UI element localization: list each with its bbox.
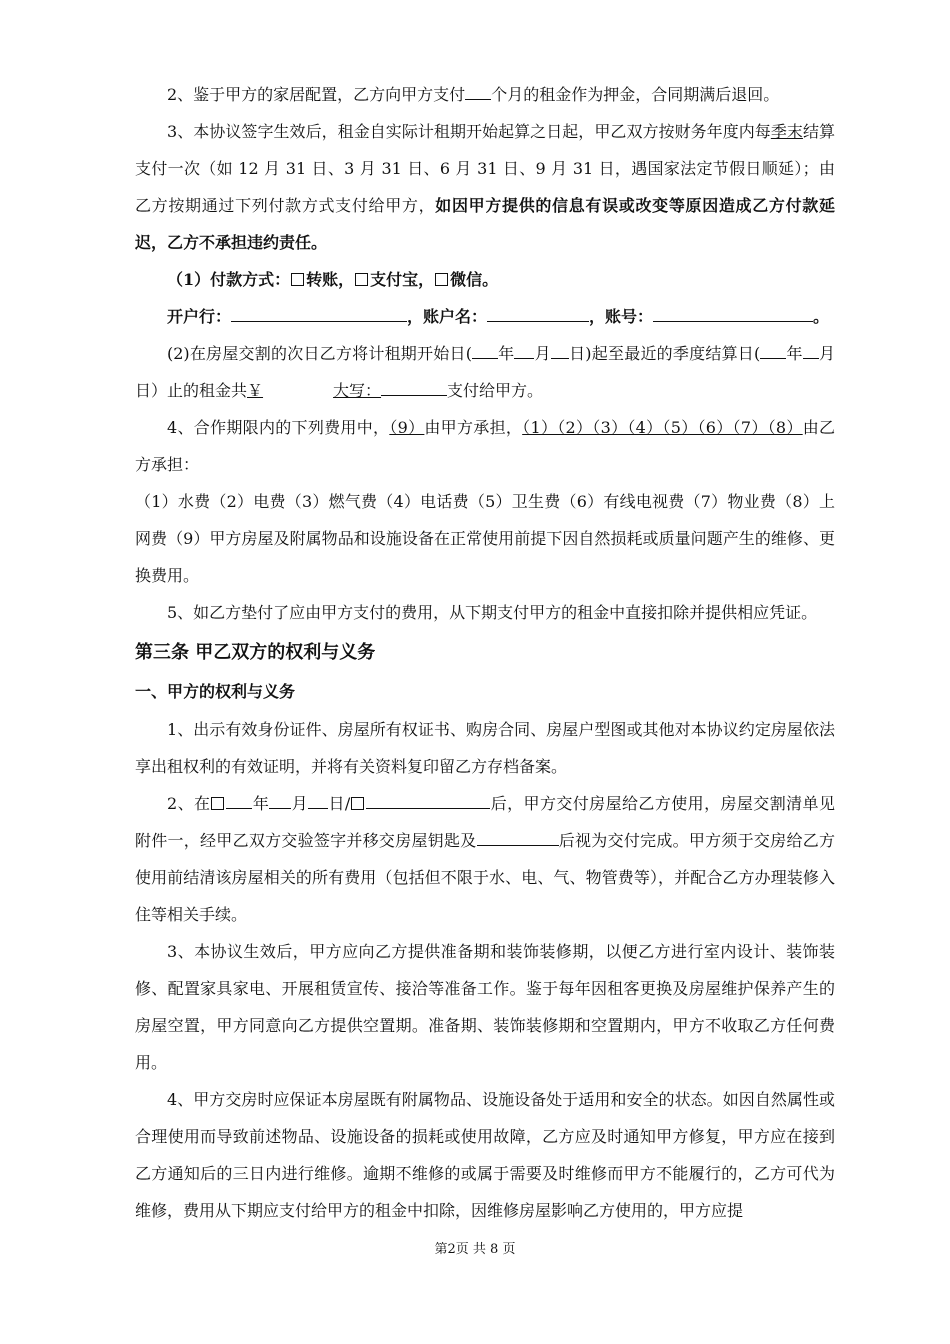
clause-2-deposit: 2、鉴于甲方的家居配置，乙方向甲方支付 个月的租金作为押金，合同期满后退回。 <box>167 85 780 104</box>
fees-party-b: （1）（2）（3）（4）（5）（6）（7）（8） <box>522 418 803 437</box>
rent-capital-blank[interactable] <box>381 381 447 396</box>
start-year-blank[interactable] <box>472 344 498 359</box>
rent-amount-blank[interactable]: ￥ <box>247 381 264 400</box>
checkbox-other-option[interactable] <box>351 797 364 810</box>
document-body <box>135 76 835 1229</box>
duty-1: 1、出示有效身份证件、房屋所有权证书、购房合同、房屋户型图或其他对本协议约定房屋依法享出租权利的有效证明，并将有关资料复印留乙方存档备案。 <box>135 720 835 776</box>
handover-items-blank[interactable] <box>477 831 559 846</box>
fee-list: （1）水费（2）电费（3）燃气费（4）电话费（5）卫生费（6）有线电视费（7）物业费（8）上网费（9）甲方房屋及附属物品和设施设备在正常使用前提下因自然损耗或质量问题产生的维修、更换费用。 <box>135 492 835 585</box>
first-rent-payment: (2)在房屋交割的次日乙方将计租期开始日( 年 月 日)起至最近的季度结算日( 年 月日）止的租金共￥ 大写： 支付给甲方。 <box>135 344 835 400</box>
subsection-title: 一、甲方的权利与义务 <box>135 682 296 701</box>
duty-4: 4、甲方交房时应保证本房屋既有附属物品、设施设备处于适用和安全的状态。如因自然属性或合理使用而导致前述物品、设施设备的损耗或使用故障，乙方应及时通知甲方修复，甲方应在接到乙方通知后的三日内进行维修。逾期不维修的或属于需要及时维修而甲方不能履行的，乙方可代为维修，费用从下期应支付给甲方的租金中扣除，因维修房屋影响乙方使用的，甲方应提 <box>135 1090 835 1220</box>
settle-month-blank[interactable] <box>803 344 819 359</box>
bank-name-blank[interactable] <box>231 307 407 322</box>
start-month-blank[interactable] <box>514 344 534 359</box>
fees-party-a: （9） <box>389 418 425 437</box>
duty-3: 3、本协议生效后，甲方应向乙方提供准备期和装饰装修期，以便乙方进行室内设计、装饰装修、配置家具家电、开展租赁宣传、接洽等准备工作。鉴于每年因租客更换及房屋维护保养产生的房屋空置，甲方同意向乙方提供空置期。准备期、装饰装修期和空置期内，甲方不收取乙方任何费用。 <box>135 942 835 1072</box>
bank-account-line: 开户行： ，账户名： ，账号： 。 <box>167 307 830 326</box>
checkbox-wechat[interactable] <box>435 273 448 286</box>
clause-3-bold-note: 如因甲方提供的信息有误或改变等原因造成乙方付款延迟，乙方不承担违约责任。 <box>135 196 835 252</box>
payment-methods: （1）付款方式： 转账， 支付宝， 微信。 <box>167 270 499 289</box>
checkbox-alipay[interactable] <box>355 273 368 286</box>
checkbox-transfer[interactable] <box>291 273 304 286</box>
settlement-period: 季末 <box>770 122 803 141</box>
settle-year-blank[interactable] <box>760 344 786 359</box>
clause-3-settlement: 3、本协议签字生效后，租金自实际计租期开始起算之日起，甲乙双方按财务年度内每季末结算支付一次（如 12 月 31 日、3 月 31 日、6 月 31 日、9 月 31 日，遇国家法定节假日顺延）；由乙方按期通过下列付款方式支付给甲方，如因甲方提供的信息有误或改变等原因造成乙方付款延迟，乙方不承担违约责任。 <box>135 122 835 252</box>
start-day-blank[interactable] <box>551 344 569 359</box>
rent-capital-label: 大写： <box>333 381 382 400</box>
deposit-months-blank[interactable] <box>465 85 491 100</box>
handover-year-blank[interactable] <box>226 794 252 809</box>
handover-other-blank[interactable] <box>366 794 490 809</box>
duty-2: 2、在 年 月 日/ 后，甲方交付房屋给乙方使用，房屋交割清单见附件一，经甲乙双方交验签字并移交房屋钥匙及 后视为交付完成。甲方须于交房给乙方使用前结清该房屋相关的所有费用（包括但不限于水、电、气、物管费等），并配合乙方办理装修入住等相关手续。 <box>135 794 835 924</box>
account-name-blank[interactable] <box>487 307 589 322</box>
handover-month-blank[interactable] <box>269 794 291 809</box>
account-number-blank[interactable] <box>653 307 813 322</box>
clause-5-advance: 5、如乙方垫付了应由甲方支付的费用，从下期支付甲方的租金中直接扣除并提供相应凭证。 <box>167 603 818 622</box>
clause-4-fees: 4、合作期限内的下列费用中，（9）由甲方承担，（1）（2）（3）（4）（5）（6）（7）（8）由乙方承担： <box>135 418 835 474</box>
checkbox-date-option[interactable] <box>211 797 224 810</box>
section-title: 第三条 甲乙双方的权利与义务 <box>135 642 376 663</box>
page-footer: 第2页 共 8 页 <box>434 1242 516 1257</box>
handover-day-blank[interactable] <box>308 794 328 809</box>
